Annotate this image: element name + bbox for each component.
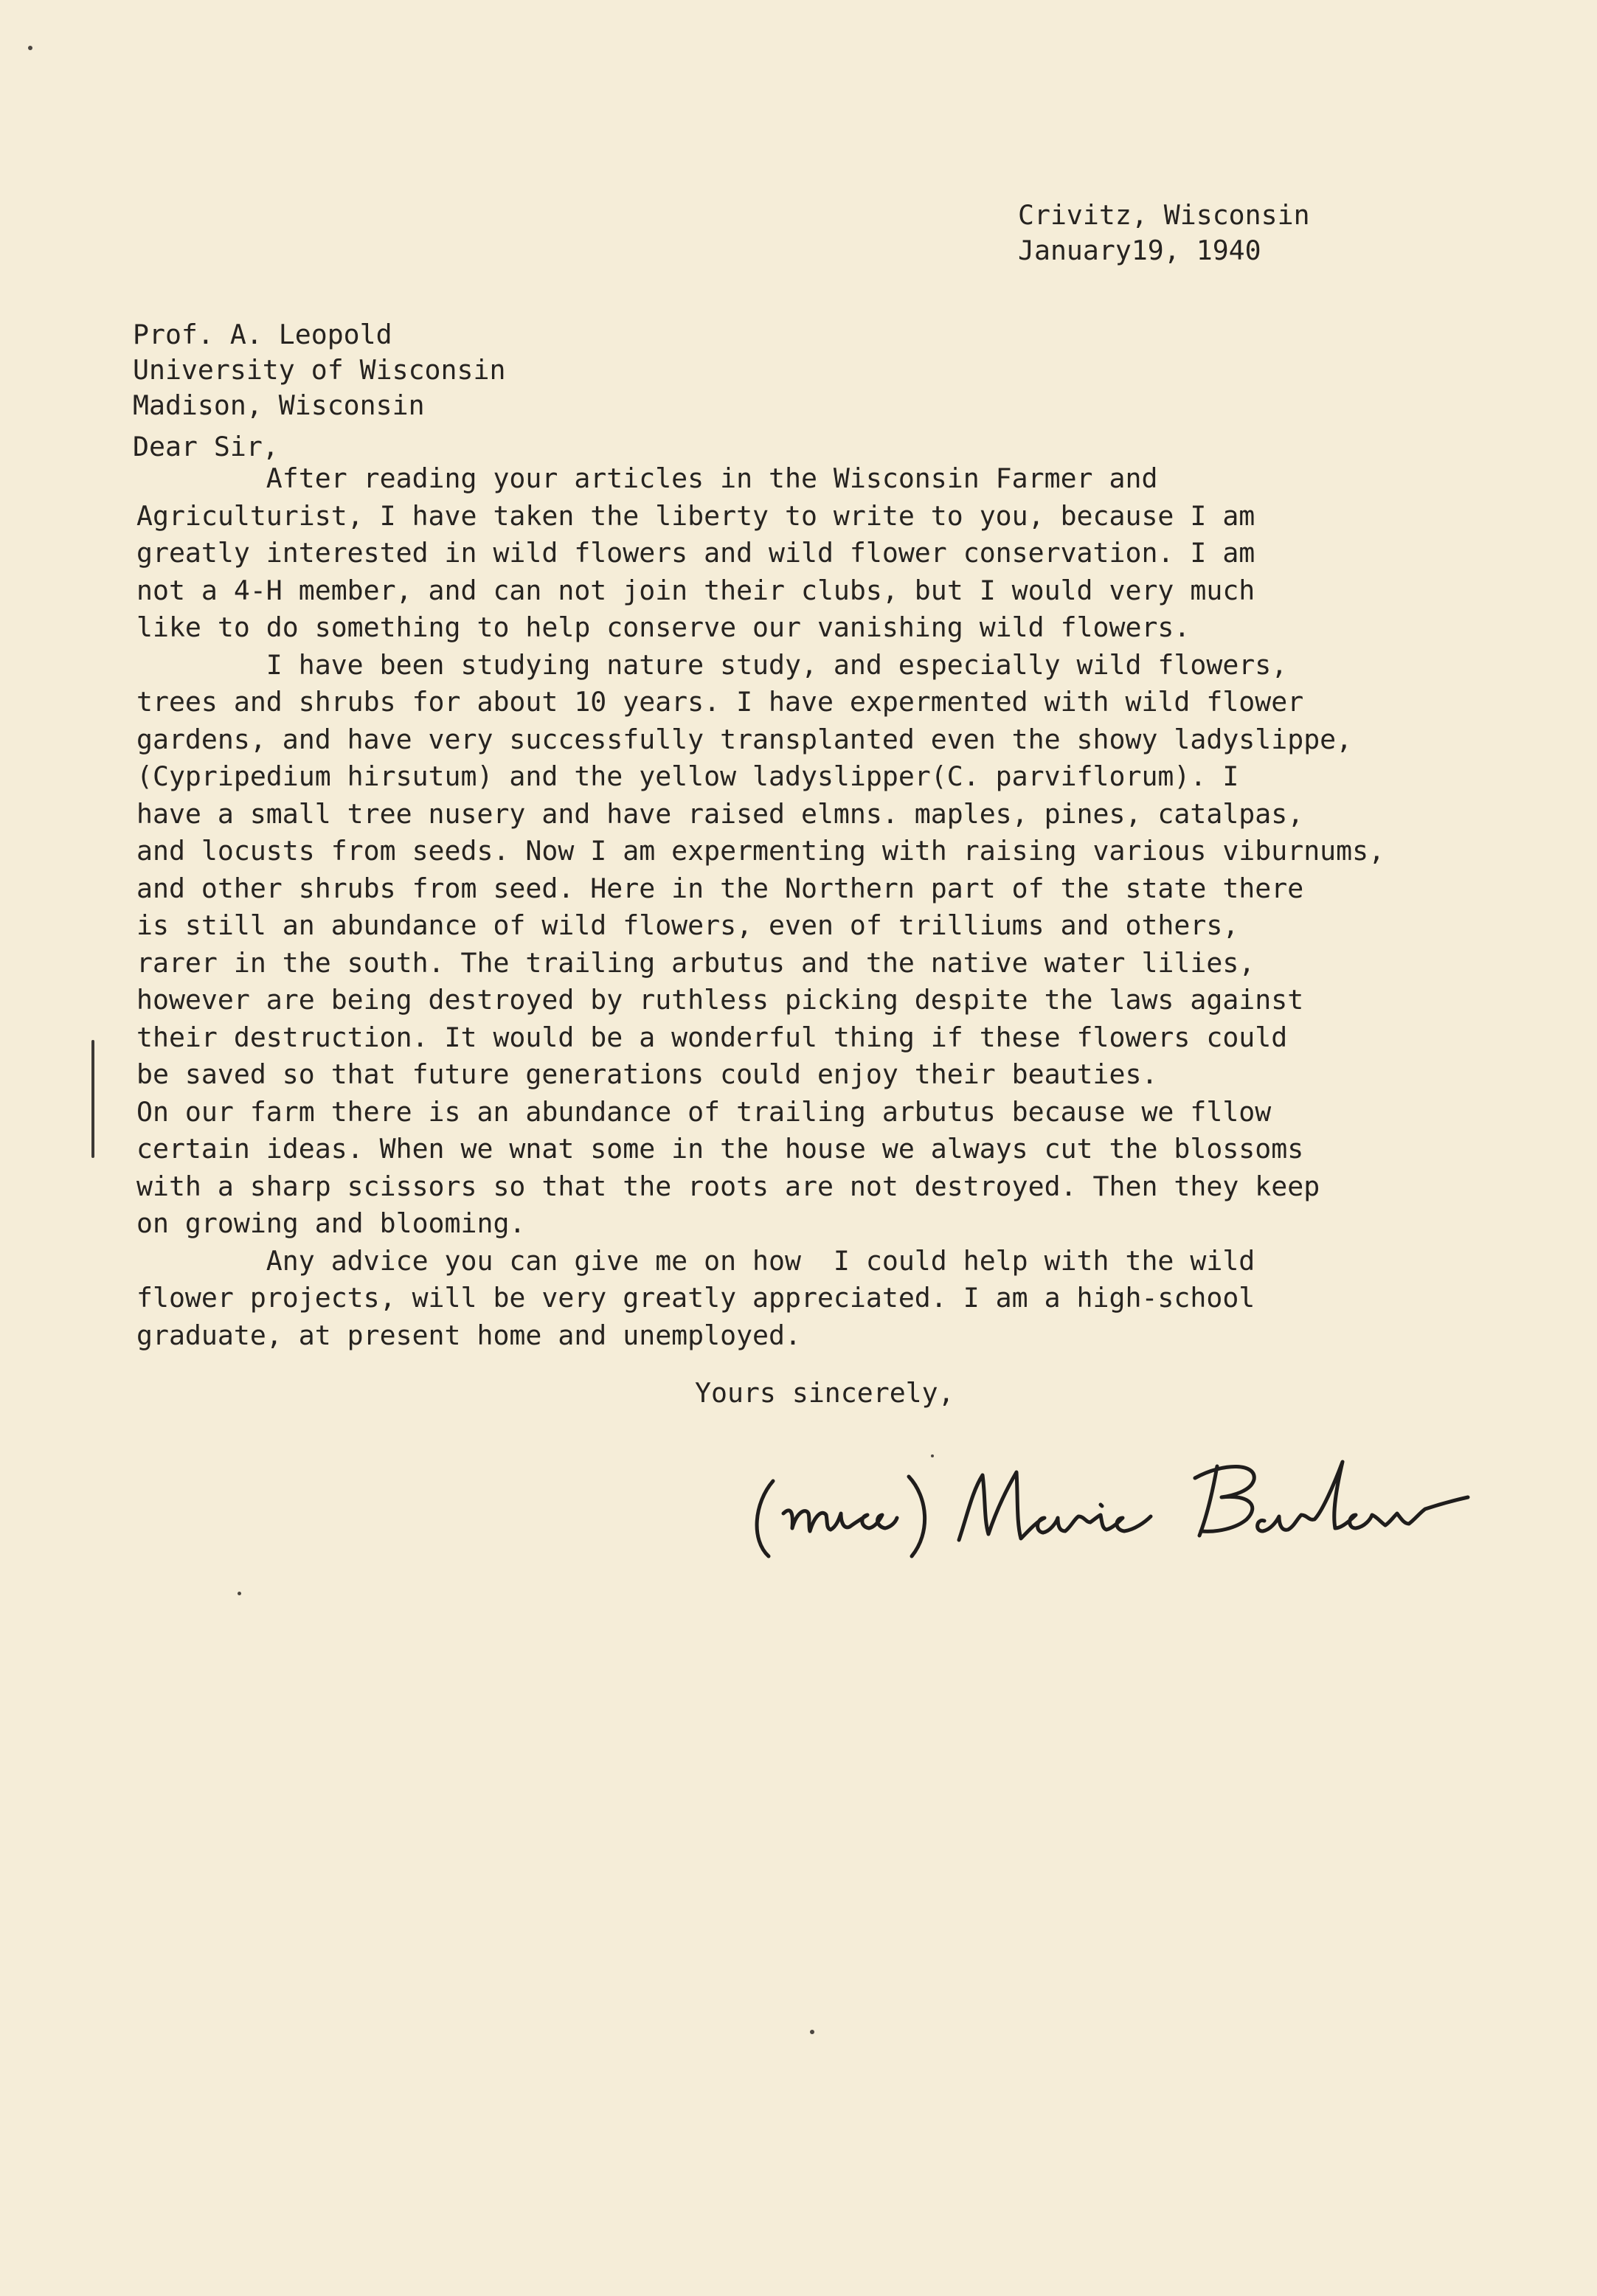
recipient-address (133, 317, 505, 423)
body-line: certain ideas. When we wnat some in the house we always cut the blossoms (136, 1133, 1304, 1165)
body-line: is still an abundance of wild flowers, even of trilliums and others, (136, 909, 1239, 941)
recipient-city: Madison, Wisconsin (133, 389, 425, 421)
body-line: (Cypripedium hirsutum) and the yellow ladyslipper(C. parviflorum). I (136, 760, 1239, 792)
body-line: rarer in the south. The trailing arbutus and the native water lilies, (136, 946, 1255, 979)
letter-heading (1018, 198, 1310, 268)
paper-speck (810, 2030, 814, 2034)
body-line: however are being destroyed by ruthless picking despite the laws against (136, 984, 1304, 1016)
closing: Yours sincerely, (695, 1377, 955, 1409)
recipient-name: Prof. A. Leopold (133, 319, 392, 350)
body-line: and locusts from seeds. Now I am expermenting with raising various viburnums, (136, 835, 1385, 867)
body-line: I have been studying nature study, and especially wild flowers, (136, 648, 1288, 681)
body-line: like to do something to help conserve our vanishing wild flowers. (136, 611, 1191, 643)
body-line: on growing and blooming. (136, 1207, 526, 1239)
heading-date: January19, 1940 (1018, 235, 1261, 266)
body-line: trees and shrubs for about 10 years. I have expermented with wild flower (136, 686, 1304, 718)
body-line: have a small tree nusery and have raised elmns. maples, pines, catalpas, (136, 797, 1304, 830)
body-line: and other shrubs from seed. Here in the Northern part of the state there (136, 872, 1304, 904)
body-line: Any advice you can give me on how I could help with the wild (136, 1244, 1255, 1277)
body-line: with a sharp scissors so that the roots are not destroyed. Then they keep (136, 1170, 1320, 1202)
margin-pencil-mark (91, 1040, 94, 1158)
paper-speck (238, 1592, 241, 1595)
body-line: their destruction. It would be a wonderful thing if these flowers could (136, 1021, 1288, 1053)
body-line: Agriculturist, I have taken the liberty to write to you, because I am (136, 499, 1255, 532)
handwritten-signature (738, 1446, 1520, 1571)
body-line: flower projects, will be very greatly appreciated. I am a high-school (136, 1282, 1255, 1314)
body-line: After reading your articles in the Wisconsin Farmer and (136, 462, 1158, 494)
salutation: Dear Sir, (133, 431, 279, 462)
paper-speck (28, 46, 32, 50)
body-line: not a 4-H member, and can not join their clubs, but I would very much (136, 574, 1255, 606)
body-line: be saved so that future generations could enjoy their beauties. (136, 1058, 1158, 1090)
body-line: greatly interested in wild flowers and wild flower conservation. I am (136, 537, 1255, 569)
heading-place: Crivitz, Wisconsin (1018, 199, 1310, 231)
body-line: gardens, and have very successfully transplanted even the showy ladyslippe, (136, 723, 1353, 755)
letter-body (136, 460, 1385, 1354)
body-line: graduate, at present home and unemployed. (136, 1319, 801, 1351)
recipient-institution: University of Wisconsin (133, 354, 506, 386)
body-line: On our farm there is an abundance of trailing arbutus because we fllow (136, 1095, 1272, 1128)
